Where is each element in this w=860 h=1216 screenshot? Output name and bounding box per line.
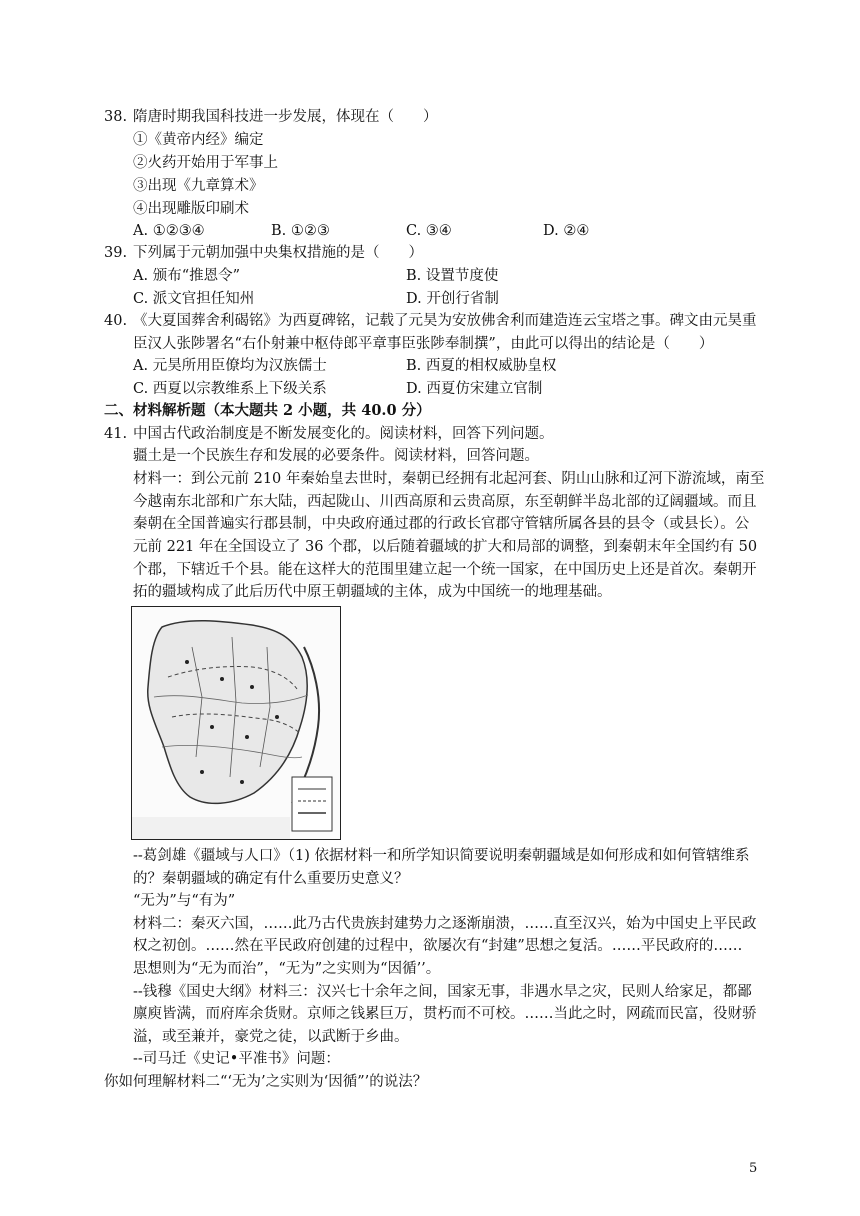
q40-stem-line-1: 《大夏国葬舍利碣铭》为西夏碑铭，记载了元昊为安放佛舍利而建造连云宝塔之事。碑文由元昊重 [133,313,757,329]
page-number: 5 [749,1161,758,1176]
q38-option-a: A. ①②③④ [133,223,205,239]
q41-after-map-line-8: 廪庾皆满，而府库余货财。京师之钱累巨万，贯朽而不可校。……当此之时，网疏而民富，役财骄 [133,1006,757,1022]
q40-stem-line-2: 臣汉人张陟署名“右仆射兼中枢侍郎平章事臣张陟奉制撰”，由此可以得出的结论是（ ） [133,336,714,352]
q40-option-b: B. 西夏的相权威胁皇权 [406,358,557,374]
q41-line-5: 秦朝在全国普遍实行郡县制，中央政府通过郡的行政长官郡守管辖所属各县的县令（或县长）。公 [133,516,750,532]
q39-option-a: A. 颁布“推恩令” [133,268,241,284]
q38-stem: 隋唐时期我国科技进一步发展，体现在（ ） [133,109,438,125]
q41-final-question: 你如何理解材料二“‘无为’之实则为‘因循”’的说法？ [104,1074,428,1090]
q39-number: 39. [104,245,128,261]
q41-line-3: 材料一：到公元前 210 年秦始皇去世时，秦朝已经拥有北起河套、阴山山脉和辽河下游流域，南至 [133,471,765,487]
q41-line-7: 个郡，下辖近千个县。能在这样大的范围里建立起一个统一国家，在中国历史上还是首次。秦朝开 [133,562,757,578]
q38-option-d: D. ②④ [543,223,590,239]
q38-item-1: ①《黄帝内经》编定 [133,132,264,148]
q41-after-map-line-4: 材料二：秦灭六国，……此乃古代贵族封建势力之逐渐崩溃，……直至汉兴，始为中国史上平民政 [133,916,757,932]
q39-option-d: D. 开创行省制 [406,291,499,307]
section-2-title: 二、材料解析题（本大题共 2 小题，共 40.0 分） [104,402,431,419]
q39-option-c: C. 派文官担任知州 [133,291,255,307]
q41-after-map-line-5: 权之初创。……然在平民政府创建的过程中，欲屡次有“封建”思想之复活。……平民政府的…… [133,938,743,954]
qin-territory-map-drawing [132,607,340,839]
q41-line-1: 中国古代政治制度是不断发展变化的。阅读材料，回答下列问题。 [133,426,554,442]
q41-line-4: 今越南东北部和广东大陆，西起陇山、川西高原和云贵高原，东至朝鲜半岛北部的辽阔疆域。而且 [133,494,757,510]
qin-territory-map [131,606,341,840]
q40-option-a: A. 元昊所用臣僚均为汉族儒士 [133,358,327,374]
q41-after-map-line-3: “无为”与“有为” [133,893,236,909]
q41-number: 41. [104,426,128,442]
q40-number: 40. [104,313,128,329]
q40-option-d: D. 西夏仿宋建立官制 [406,381,543,397]
q41-line-2: 疆土是一个民族生存和发展的必要条件。阅读材料，回答问题。 [133,448,539,464]
q41-after-map-line-7: --钱穆《国史大纲》材料三：汉兴七十余年之间，国家无事，非遇水旱之灾，民则人给家足，都鄙 [133,984,752,1000]
q38-option-b: B. ①②③ [271,223,330,239]
q38-item-4: ④出现雕版印刷术 [133,201,249,217]
q41-after-map-line-10: --司马迁《史记•平准书》问题： [133,1051,340,1067]
q38-option-c: C. ③④ [406,223,452,239]
q39-stem: 下列属于元朝加强中央集权措施的是（ ） [133,245,423,261]
q39-option-b: B. 设置节度使 [406,268,499,284]
q38-item-3: ③出现《九章算术》 [133,178,264,194]
q38-number: 38. [104,109,128,125]
q38-item-2: ②火药开始用于军事上 [133,155,278,171]
q40-option-c: C. 西夏以宗教维系上下级关系 [133,381,327,397]
q41-after-map-line-9: 溢，或至兼并，豪党之徒，以武断于乡曲。 [133,1029,409,1045]
q41-after-map-line-2: 的？秦朝疆域的确定有什么重要历史意义？ [133,871,409,887]
q41-after-map-line-1: --葛剑雄《疆域与人口》（1) 依据材料一和所学知识简要说明秦朝疆域是如何形成和如何管辖维系 [133,848,750,864]
q41-line-8: 拓的疆域构成了此后历代中原王朝疆域的主体，成为中国统一的地理基础。 [133,584,612,600]
q41-after-map-line-6: 思想则为“无为而治”，“无为”之实则为“因循’’。 [133,961,441,977]
q41-line-6: 元前 221 年在全国设立了 36 个郡，以后随着疆域的扩大和局部的调整，到秦朝末年全国约有 50 [133,539,758,555]
